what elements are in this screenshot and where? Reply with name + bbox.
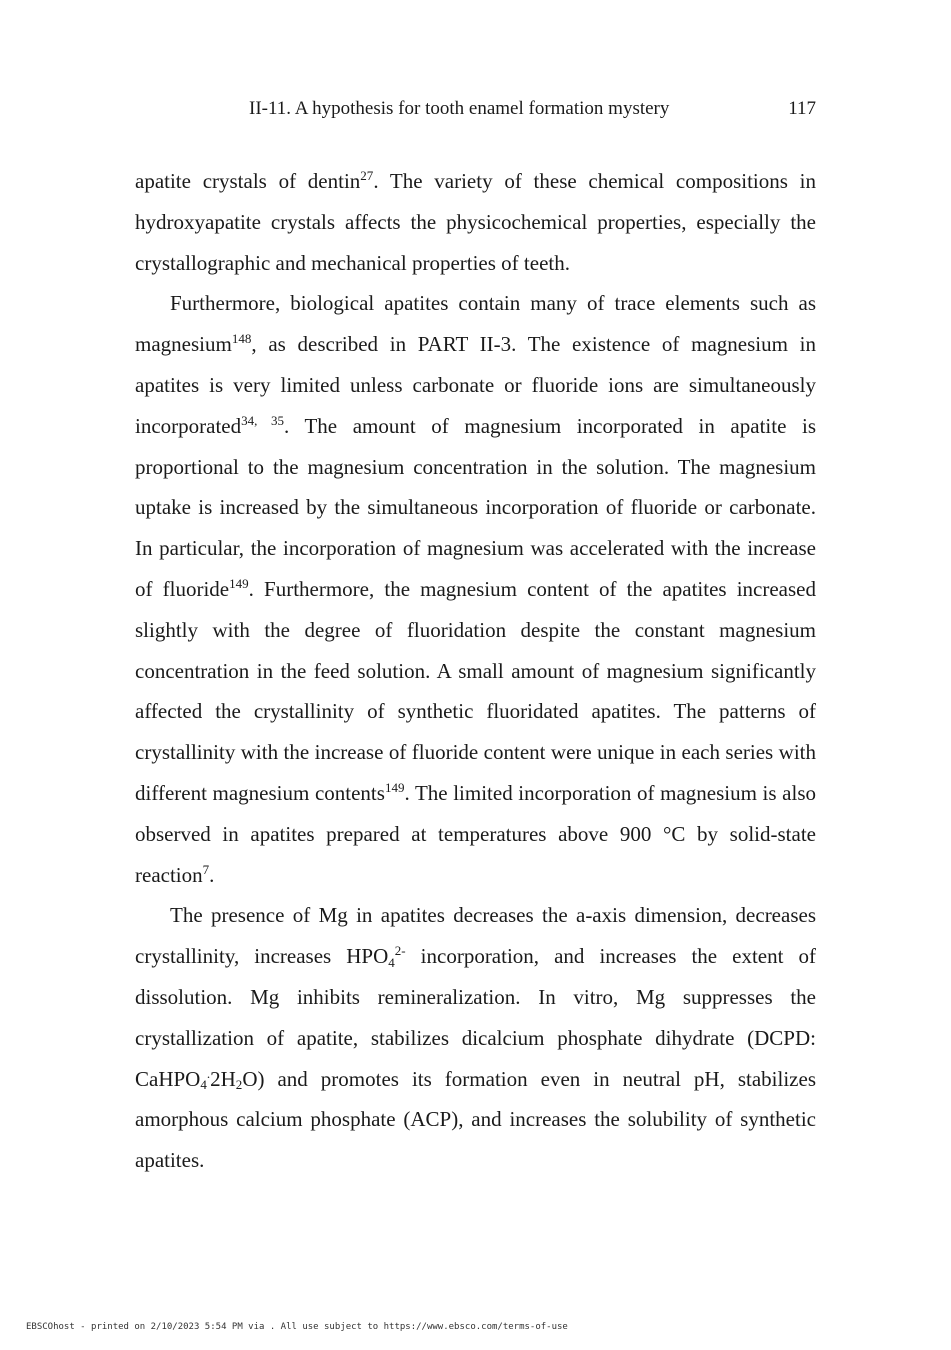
text-run: .: [209, 862, 215, 887]
text-run: , as described in PART II-3. The existence of magnesium in apatites is very limited unless carbonate or fluoride ions are simultaneously incorporated: [135, 332, 816, 438]
paragraph-3: [135, 895, 816, 1181]
paragraph-1: [135, 161, 816, 283]
text-run: 2H: [210, 1066, 236, 1091]
text-run: . The limited incorporation of magnesium is also observed in apatites prepared at temperatures above 900 °C by solid-state reaction: [135, 780, 816, 887]
superscript: 149: [229, 576, 249, 592]
page-number: 117: [788, 98, 816, 119]
subscript: 4: [388, 955, 395, 971]
paragraph-2: [135, 283, 816, 895]
superscript: 148: [231, 331, 252, 347]
running-header: [135, 98, 816, 124]
subscript: 2: [235, 1077, 243, 1093]
text-run: O) and promotes its formation even in neutral pH, stabilizes amorphous calcium phosphate (ACP), and increases the solubility of synthetic apatites.: [135, 1066, 816, 1173]
superscript: 7: [202, 861, 210, 877]
text-run: . The variety of these chemical compositions in hydroxyapatite crystals affects the physicochemical properties, especially the crystallographic and mechanical properties of teeth.: [135, 169, 816, 275]
text-run: . Furthermore, the magnesium content of the apatites increased slightly with the degree of fluoridation despite the constant magnesium concentration in the feed solution. A small amount of magnesium significantly affected the crystallinity of synthetic fluoridated apatites. The patterns of crystallinity with the increase of fluoride content were unique in each series with different magnesium contents: [135, 576, 816, 805]
body-text: [135, 161, 816, 1181]
text-run: Furthermore, biological apatites contain many of trace elements such as magnesium: [135, 291, 816, 357]
superscript: 2-: [394, 943, 406, 959]
text-run: . The amount of magnesium incorporated in apatite is proportional to the magnesium concentration in the solution. The magnesium uptake is increased by the simultaneous incorporation of fluoride or carbonate. In particular, the incorporation of magnesium was accelerated with the increase of fluoride: [135, 413, 816, 601]
superscript: 149: [384, 780, 405, 796]
subscript: 4: [200, 1077, 207, 1093]
text-run: apatite crystals of dentin: [135, 169, 361, 193]
superscript: .: [206, 1065, 211, 1081]
text-run: incorporation, and increases the extent of dissolution. Mg inhibits remineralization. In vitro, Mg suppresses the crystallization of apatite, stabilizes dicalcium phosphate dihydrate (DCPD: CaHPO: [135, 944, 816, 1091]
superscript: 34, 35: [241, 412, 285, 428]
running-title: II-11. A hypothesis for tooth enamel formation mystery: [249, 98, 670, 119]
text-run: The presence of Mg in apatites decreases the a-axis dimension, decreases crystallinity, increases HPO: [135, 903, 816, 969]
superscript: 27: [360, 168, 374, 184]
print-footer: EBSCOhost - printed on 2/10/2023 5:54 PM via . All use subject to https://www.ebsco.com/terms-of-use: [26, 1322, 568, 1332]
